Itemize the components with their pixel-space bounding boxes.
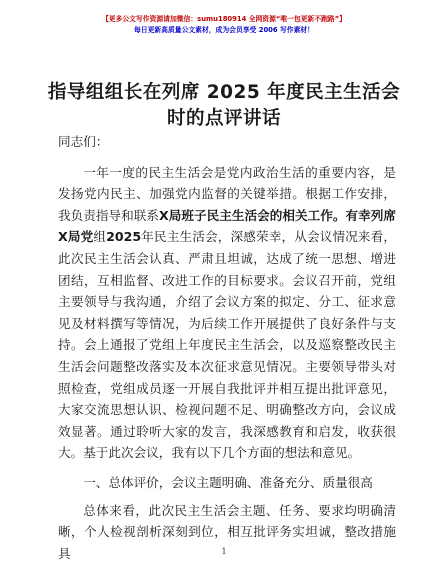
paragraph-1-text-a: 一年一度的民主生活会是党内政治生活的重要内容，是发扬党内民主、加强党内监督的关键举措。根据工作安排，我负责指导和联系 <box>58 164 396 223</box>
page-number: 1 <box>221 547 227 556</box>
document-body <box>58 131 396 564</box>
promo-banner-line-1: 【更多公文写作资源请加微信：sumu180914 全网资源“唯一包更新不跑路”】 <box>102 15 346 23</box>
promo-banner-line-2: 每日更新高质量公文素材，成为会员享受 2006 写作素材！ <box>134 26 314 34</box>
paragraph-2: 总体来看，此次民主生活会主题、任务、要求均明确清晰，个人检视剖析深刻到位，相互批评务实坦诚，整改措施具 <box>58 502 396 561</box>
document-title: 指导组组长在列席 2025 年度民主生活会时的点评讲话 <box>47 82 401 129</box>
salutation: 同志们： <box>58 134 109 149</box>
paragraph-1-highlight-b: 2025 <box>106 229 142 245</box>
paragraph-1-highlight-a: Ⅹ局班子民主生活会的相关工作。有幸列席Ⅹ局党 <box>58 207 396 245</box>
paragraph-1-text-c: 年民主生活会，深感荣幸，从会议情况来看，此次民主生活会认真、严肃且坦诚，达成了统一思想、增进团结，互相监督、改进工作的目标要求。会议召开前，党组主要领导与我沟通，介绍了会议方案的拟定、分工、征求意见及材料撰写等情况，为后续工作开展提供了良好条件与支持。会上通报了党组上年度民主生活会，以及巡察整改民主生活会问题整改落实及本次征求意见情况。主要领导带头对照检查，党组成员逐一开展自我批评并相互提出批评意见，大家交流思想认识、检视问题不足、明确整改方向，会议成效显著。通过聆听大家的发言，我深感教育和启发，收获很大。基于此次会议，我有以下几个方面的想法和意见。 <box>58 229 396 461</box>
promo-banner <box>0 14 448 36</box>
section-heading-1: 一、总体评价，会议主题明确、准备充分、质量很高 <box>83 474 373 490</box>
paragraph-1 <box>58 162 396 464</box>
paragraph-1-text-b: 组 <box>93 229 107 245</box>
